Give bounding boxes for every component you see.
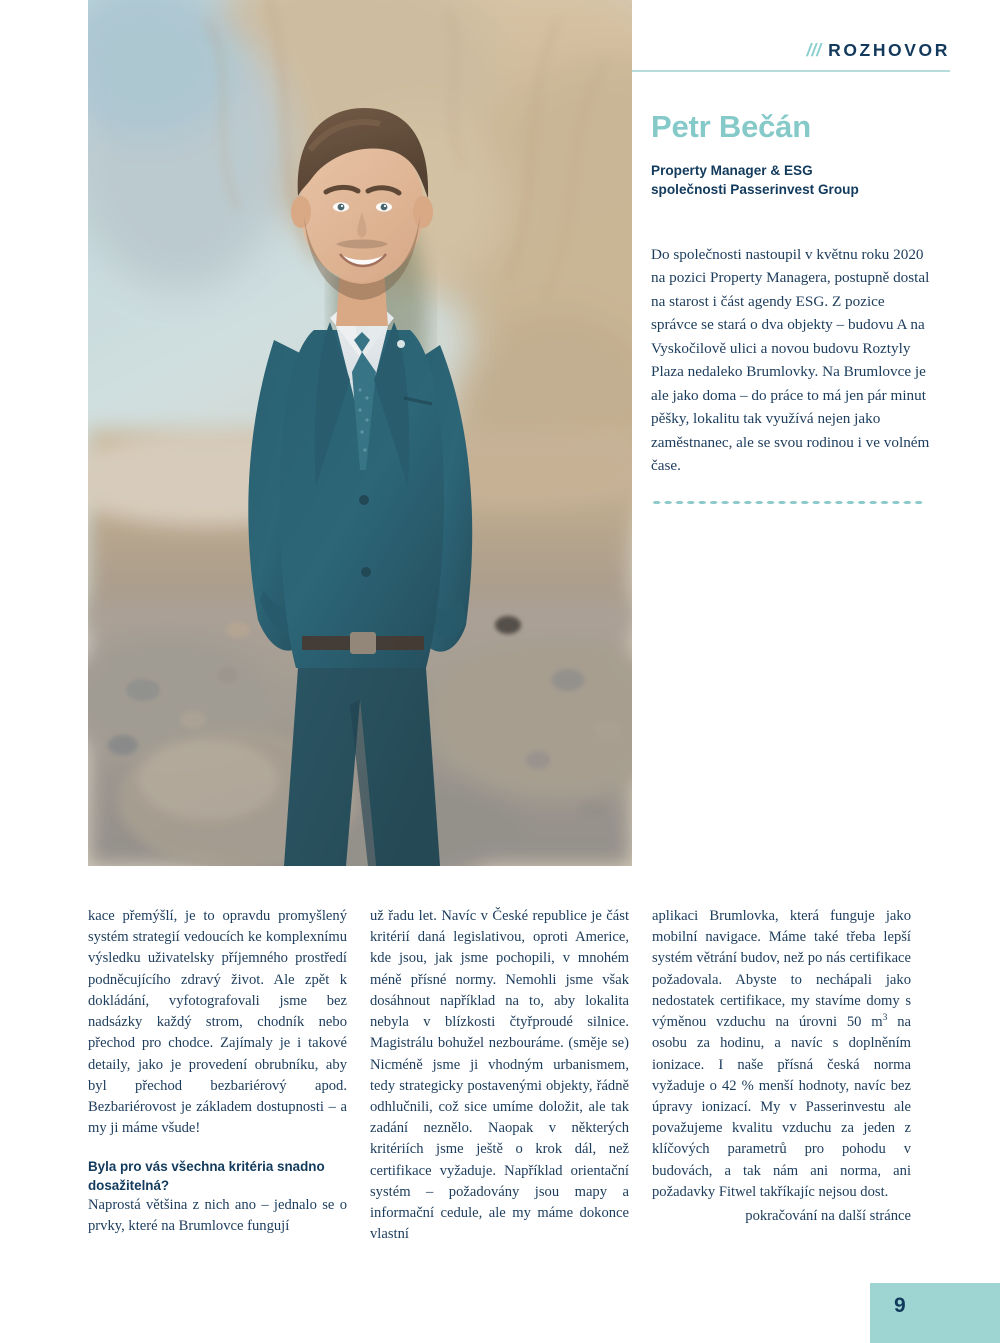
person-name: Petr Bečán bbox=[651, 109, 811, 144]
column3-text-before-sup: aplikaci Brumlovka, která funguje jako mobilní navigace. Máme také třeba lepší systém větrání budov, než po nás certifikace požadovala. Abyste to nechápali jako nedostatek certifikace, my stavíme domy s výměnou vzduchu na úrovni 50 m bbox=[652, 908, 911, 1031]
dotted-divider bbox=[651, 500, 923, 505]
section-kicker bbox=[632, 40, 950, 61]
article-column-3 bbox=[652, 906, 911, 1246]
column3-text-after-sup: na osobu za hodinu, a navíc s doplněním ionizace. I naše přísná česká norma vyžaduje o 42 % menší hodnoty, navíc bez úpravy ionizací. My v Passerinvestu ale považujeme kvalitu vzduchu za jeden z klíčových parametrů pro pohodu v budovách, a tak nám ani norma, ani požadavky Fitwel takříkajíc nejsou dost. bbox=[652, 1014, 911, 1200]
interview-question: Byla pro vás všechna kritéria snadno dosažitelná? bbox=[88, 1159, 325, 1193]
portrait-illustration bbox=[88, 0, 632, 866]
column1-paragraph-2: Naprostá většina z nich ano – jednalo se o prvky, které na Brumlovce fungují bbox=[88, 1197, 347, 1235]
header-divider bbox=[632, 70, 950, 72]
column1-paragraph-1: kace přemýšlí, je to opravdu promyšlený systém strategií vedoucích ke komplexnímu výsledku uživatelsky příjemného prostředí podněcujícího zdravý život. Ale zpět k dokládání, vyfotografovali jsme bez nadsázky každý strom, chodník nebo přechod pro chodce. Zajímaly je i takové detaily, jako je provedení obrubníku, aby byl přechod bezbariérový apod. Bezbariérovost je základem dostupnosti – a my ji máme všude! bbox=[88, 908, 347, 1137]
person-role bbox=[651, 161, 941, 200]
kicker-label: ROZHOVOR bbox=[828, 40, 950, 60]
article-column-1 bbox=[88, 906, 347, 1246]
continuation-note: pokračování na další stránce bbox=[745, 1208, 911, 1225]
portrait-photo bbox=[88, 0, 632, 866]
person-role-line1: Property Manager & ESG bbox=[651, 163, 813, 178]
person-role-line2: společnosti Passerinvest Group bbox=[651, 182, 859, 198]
column3-paragraph-1 bbox=[652, 906, 911, 1203]
page-number: 9 bbox=[894, 1294, 906, 1317]
lead-paragraph: Do společnosti nastoupil v květnu roku 2020 na pozici Property Managera, postupně dostal na starost i část agendy ESG. Z pozice správce se stará o dva objekty – budovu A na Vyskočilově ulici a novou budovu Roztyly Plaza nedaleko Brumlovky. Na Brumlovce je ale jako doma – do práce to má jen pár minut pěšky, lokalitu tak využívá nejen jako zaměstnanec, ale se svou rodinou i ve volném čase. bbox=[651, 246, 930, 475]
footer-color-block bbox=[870, 1283, 1000, 1343]
slashes-icon: /// bbox=[806, 40, 822, 60]
article-columns bbox=[88, 906, 912, 1246]
cubic-meter-superscript: 3 bbox=[882, 1013, 888, 1024]
column2-paragraph-1: už řadu let. Navíc v České republice je část kritérií daná legislativou, oproti Americe, kde jsou, jak jsme pochopili, v mnohém méně přísné normy. Nemohli jsme však dosáhnout například na to, aby lokalita nebyla v blízkosti čtyřproudé silnice. Magistrálu bohužel nezbouráme. (směje se) Nicméně jsme ji vhodným urbanismem, tedy strategicky postavenými objekty, řádně odhlučnili, což sice umíme doložit, ale tak zadání neznělo. Naopak v některých kritériích jsme ještě o krok dál, než certifikace vyžaduje. Například orientační systém – požadovány jsou mapy a informační cedule, ale my máme dokonce vlastní bbox=[370, 908, 629, 1243]
article-column-2 bbox=[370, 906, 629, 1246]
